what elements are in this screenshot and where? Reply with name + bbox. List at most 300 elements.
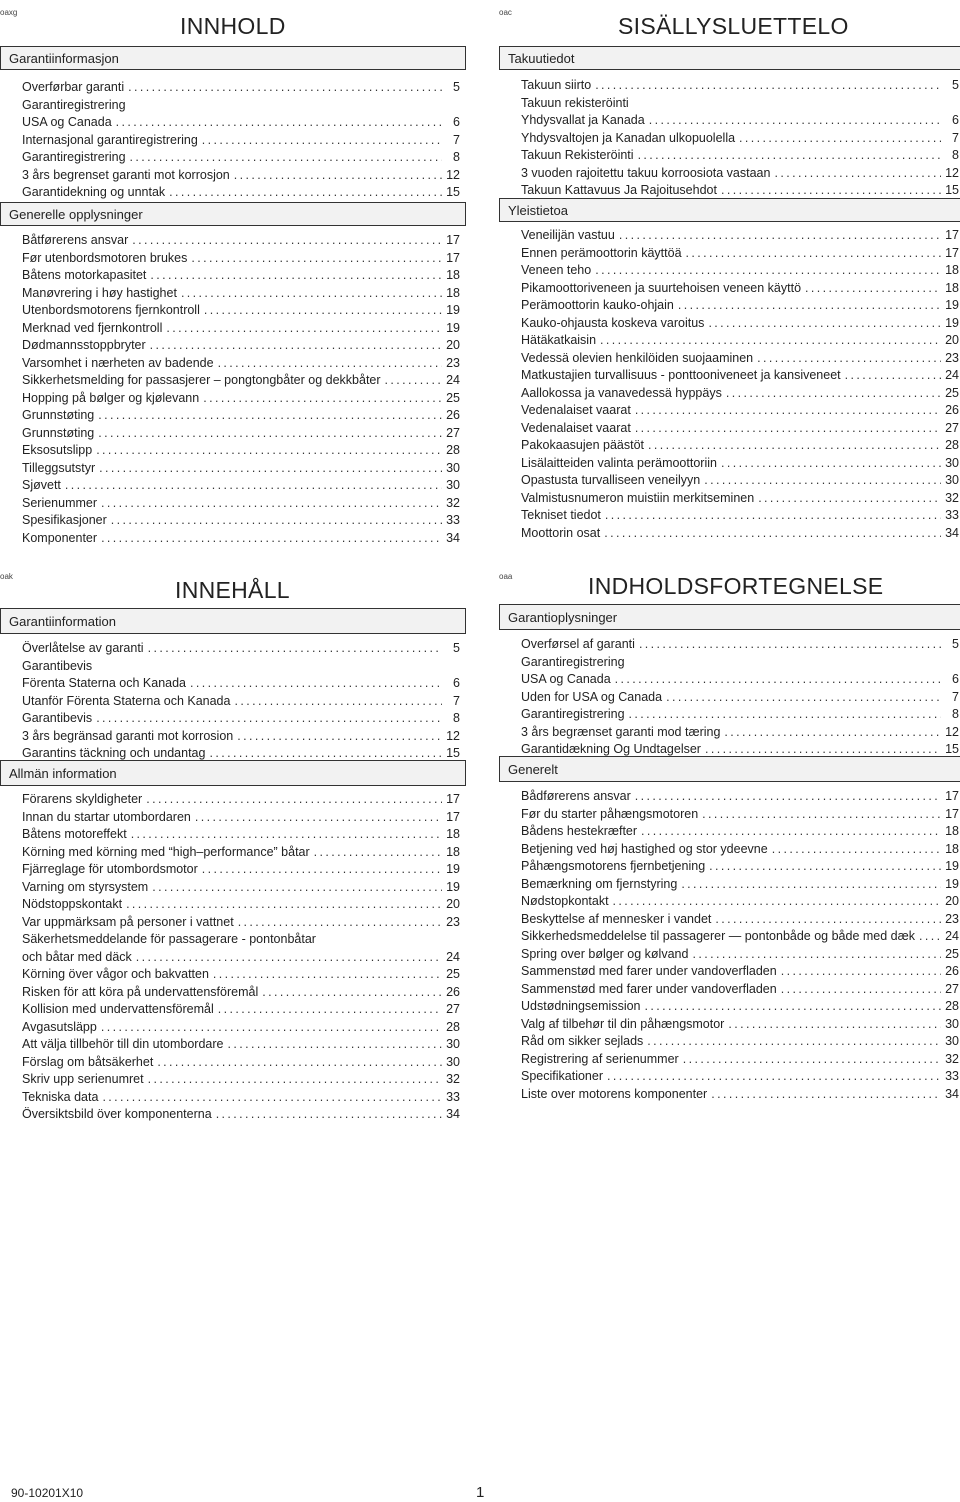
toc-entry [521,367,959,385]
toc-entry-label: Lisälaitteiden valinta perämoottoriin [521,455,717,470]
toc-entry-page: 32 [446,495,460,510]
toc-entry-label: 3 års begrenset garanti mot korrosjon [22,167,230,182]
toc-entry [22,1001,460,1019]
section-header-general: Generelt [499,756,960,782]
dot-leader [715,911,941,929]
toc-entry [521,876,959,894]
toc-entry-page: 19 [945,315,959,330]
dot-leader [757,350,941,368]
dot-leader [702,806,941,824]
toc-entry [521,689,959,707]
dot-leader [638,147,941,165]
dot-leader [692,946,941,964]
dot-leader [96,442,442,460]
toc-title: INNHOLD [180,13,286,39]
dot-leader [98,407,442,425]
toc-entry [22,791,460,809]
toc-entry-label: Yhdysvaltojen ja Kanadan ulkopuolella [521,130,736,145]
toc-entry-label: Översiktsbild över komponenterna [22,1107,212,1121]
toc-entry-page: 5 [453,80,460,94]
toc-entry-page: 23 [945,911,959,926]
toc-entry [521,227,959,245]
toc-entry-page: 30 [945,1016,959,1031]
toc-entry-label: Takuun Kattavuus Ja Rajoitusehdot [521,183,717,197]
toc-entry-page: 25 [945,385,959,400]
toc-entry-page: 33 [945,508,959,522]
toc-entry-page: 20 [446,897,460,911]
toc-entry-label: Vedessä olevien henkilöiden suojaaminen [521,350,754,365]
toc-entry-page: 30 [446,478,460,492]
document-code: 90-10201X10 [11,1486,84,1500]
toc-entry-page: 12 [945,165,959,180]
toc-entry-label: 3 års begränsad garanti mot korrosion [22,728,234,743]
toc-entry-page: 25 [945,946,959,961]
toc-entry [22,114,460,132]
dot-leader [166,320,442,338]
dot-leader [726,385,941,403]
toc-entry-label: Betjening ved høj hastighed og stor ydeevne [521,841,768,856]
dot-leader [150,267,442,285]
toc-entry-page: 19 [446,303,460,317]
toc-swedish [0,568,470,1448]
dot-leader [648,437,941,455]
toc-entry-label: Tilleggsutstyr [22,460,96,475]
toc-entry-page: 17 [446,809,460,824]
toc-entry-label: Förslag om båtsäkerhet [22,1054,154,1069]
dot-leader [238,914,442,932]
dot-leader [98,425,442,443]
warranty-entries [521,636,959,759]
dot-leader [708,315,941,333]
toc-entry-label: Matkustajien turvallisuus - ponttooniveneet ja kansiveneet [521,368,841,382]
section-header-warranty: Garantiinformasjon [0,46,466,70]
dot-leader [721,182,941,200]
toc-entry [521,525,959,543]
toc-entry [521,946,959,964]
toc-entry-page: 25 [446,967,460,981]
toc-entry-page: 23 [945,350,959,365]
general-entries [521,788,959,1103]
toc-entry-label: Garantiregistrering [521,654,625,669]
toc-entry [22,79,460,97]
toc-entry [22,390,460,408]
toc-entry [22,1019,460,1037]
dot-leader [148,1071,442,1089]
toc-entry-label: Takuun Rekisteröinti [521,148,634,162]
toc-entry-label: Garantiregistrering [22,150,126,164]
toc-entry-label: Overførsel af garanti [521,637,635,651]
dot-leader [126,896,442,914]
toc-entry [521,472,959,490]
dot-leader [152,879,442,897]
toc-entry [521,998,959,1016]
dot-leader [758,490,941,508]
toc-entry-page: 30 [446,460,460,475]
toc-entry-page: 30 [945,473,959,487]
toc-entry-label: Garantiregistrering [22,97,126,112]
dot-leader [216,1106,442,1124]
dot-leader [595,262,941,280]
toc-entry-label: Spring over bølger og kølvand [521,946,689,961]
general-entries [521,227,959,542]
toc-entry [22,931,460,949]
toc-entry-page: 6 [952,113,959,127]
toc-entry [521,1016,959,1034]
toc-entry-label: Utanför Förenta Staterna och Kanada [22,693,231,708]
toc-entry-label: Bådens hestekræfter [521,824,638,838]
toc-entry [22,512,460,530]
toc-entry-page: 18 [945,263,959,277]
dot-leader [157,1054,442,1072]
section-header-warranty: Garantiinformation [0,608,466,634]
toc-entry [521,1051,959,1069]
toc-entry-label: Bådførerens ansvar [521,789,631,803]
toc-entry-label: Veneilijän vastuu [521,228,615,242]
toc-entry-page: 7 [952,130,959,145]
toc-entry-page: 17 [945,245,959,260]
toc-entry-label: Att välja tillbehör till din utombordare [22,1037,224,1051]
dot-leader [101,530,442,548]
toc-entry-label: Förenta Staterna och Kanada [22,676,187,690]
dot-leader [604,525,941,543]
toc-entry [521,245,959,263]
toc-entry-label: Tekniska data [22,1089,99,1104]
toc-entry-page: 5 [952,78,959,92]
toc-entry [22,949,460,967]
dot-leader [615,671,941,689]
toc-entry [521,402,959,420]
toc-entry-label: Vedenalaiset vaarat [521,403,631,417]
toc-entry-page: 27 [945,981,959,996]
toc-entry [521,928,959,946]
dot-leader [128,79,442,97]
toc-entry-page: 7 [453,132,460,147]
dot-leader [683,1051,941,1069]
toc-entry-page: 12 [945,724,959,739]
toc-entry [22,966,460,984]
toc-entry-page: 19 [945,876,959,891]
toc-entry-page: 15 [446,746,460,760]
toc-entry-label: Sjøvett [22,478,61,492]
toc-entry [521,788,959,806]
toc-entry-page: 17 [945,806,959,821]
toc-entry-page: 26 [945,964,959,978]
toc-entry [521,858,959,876]
general-entries [22,232,460,547]
toc-entry [521,963,959,981]
section-header-general: Generelle opplysninger [0,202,466,226]
toc-entry-page: 8 [952,148,959,162]
toc-entry-page: 24 [945,929,959,943]
toc-entry-page: 18 [945,280,959,295]
dot-leader [204,302,442,320]
toc-entry-label: Båtens motorkapasitet [22,268,147,282]
toc-entry-label: Aallokossa ja vanavedessä hyppäys [521,385,722,400]
toc-entry-label: Varsomhet i nærheten av badende [22,355,214,370]
toc-finnish [499,0,960,560]
dot-leader [213,966,442,984]
toc-entry-page: 34 [446,1107,460,1121]
toc-entry [521,130,959,148]
toc-entry-page: 26 [446,408,460,422]
toc-entry-label: Garantibevis [22,711,93,725]
toc-entry-label: Liste over motorens komponenter [521,1086,708,1101]
toc-entry [521,420,959,438]
language-code-tag: oak [0,572,13,581]
toc-entry [22,372,460,390]
toc-entry [521,385,959,403]
toc-entry-label: Bemærkning om fjernstyring [521,876,678,891]
dot-leader [148,640,442,658]
toc-title: INNEHÅLL [175,577,290,603]
toc-entry [22,844,460,862]
dot-leader [721,455,941,473]
dot-leader [781,981,941,999]
dot-leader [150,337,442,355]
dot-leader [605,507,941,525]
toc-entry-label: Överlåtelse av garanti [22,641,144,655]
dot-leader [595,77,941,95]
toc-entry-label: Kollision med undervattensföremål [22,1002,214,1016]
toc-entry-page: 18 [446,844,460,859]
toc-entry-page: 33 [446,1089,460,1104]
toc-entry [521,315,959,333]
toc-entry [521,1068,959,1086]
toc-entry-page: 8 [952,707,959,721]
toc-entry [22,442,460,460]
dot-leader [146,791,442,809]
toc-entry-page: 19 [446,879,460,894]
toc-entry-page: 15 [945,742,959,756]
toc-entry [22,355,460,373]
toc-entry-label: Båtens motoreffekt [22,827,127,841]
general-entries [22,791,460,1124]
toc-entry-page: 17 [446,792,460,806]
toc-entry [521,297,959,315]
dot-leader [190,675,442,693]
toc-entry-label: Pikamoottoriveneen ja suurtehoisen veneen käyttö [521,280,802,295]
dot-leader [99,460,442,478]
toc-entry [521,911,959,929]
toc-entry [521,507,959,525]
toc-entry [22,826,460,844]
toc-entry-page: 34 [446,530,460,545]
toc-entry-page: 18 [446,285,460,300]
dot-leader [202,132,442,150]
toc-entry-label: Garantins täckning och undantag [22,746,206,760]
toc-entry-label: Serienummer [22,495,98,510]
toc-title: INDHOLDSFORTEGNELSE [588,573,884,599]
dot-leader [709,858,941,876]
toc-entry [521,841,959,859]
toc-entry-page: 33 [446,513,460,527]
dot-leader [647,1033,941,1051]
toc-entry-label: Garantidækning Og Undtagelser [521,742,701,756]
toc-entry-label: Dødmannsstoppbryter [22,338,146,352]
toc-entry-page: 26 [446,984,460,999]
toc-entry-page: 17 [446,233,460,247]
dot-leader [314,844,442,862]
dot-leader [724,724,941,742]
toc-entry-label: Fjärreglage för utombordsmotor [22,862,198,876]
toc-entry-label: Säkerhetsmeddelande för passagerare - pontonbåtar [22,932,316,946]
toc-entry-page: 23 [446,355,460,370]
toc-entry [22,232,460,250]
dot-leader [678,297,941,315]
toc-entry-label: Hätäkatkaisin [521,333,597,347]
toc-entry-label: Utenbordsmotorens fjernkontroll [22,303,200,317]
toc-entry [22,861,460,879]
toc-entry-page: 7 [952,689,959,704]
dot-leader [774,165,941,183]
dot-leader [728,1016,941,1034]
toc-entry [22,149,460,167]
toc-norwegian [0,0,470,560]
toc-entry [22,132,460,150]
toc-entry-label: Körning med körning med “high–performance” båtar [22,844,310,859]
toc-entry [22,250,460,268]
toc-entry [22,710,460,728]
toc-entry-page: 20 [446,338,460,352]
toc-entry [22,407,460,425]
toc-entry-label: Sammenstød med farer under vandoverfladen [521,964,777,978]
dot-leader [116,114,442,132]
toc-entry-label: Innan du startar utombordaren [22,809,191,824]
toc-entry-label: Varning om styrsystem [22,879,149,894]
toc-entry [22,425,460,443]
toc-entry-label: 3 års begrænset garanti mod tæring [521,724,721,739]
dot-leader [234,693,442,711]
toc-entry [521,823,959,841]
toc-entry-page: 34 [945,525,959,540]
toc-entry-page: 34 [945,1086,959,1101]
toc-entry-page: 33 [945,1069,959,1083]
dot-leader [772,841,941,859]
toc-entry [521,437,959,455]
toc-entry [22,809,460,827]
toc-entry [22,675,460,693]
dot-leader [181,285,442,303]
toc-entry-label: Nödstoppskontakt [22,897,123,911]
toc-entry [521,490,959,508]
dot-leader [385,372,442,390]
toc-entry-label: Sammenstød med farer under vandoverfladen [521,981,777,996]
toc-entry-label: Pakokaasujen päästöt [521,438,645,452]
toc-entry-label: Registrering af serienummer [521,1051,679,1066]
toc-entry-label: USA og Canada [521,672,611,686]
dot-leader [228,1036,443,1054]
toc-entry-label: Valg af tilbehør til din påhængsmotor [521,1016,725,1031]
toc-entry-page: 18 [945,841,959,856]
toc-entry-page: 8 [453,711,460,725]
toc-entry-label: Før du starter påhængsmotoren [521,806,699,821]
toc-entry-page: 19 [446,862,460,876]
dot-leader [111,512,442,530]
toc-entry [22,477,460,495]
toc-entry [22,460,460,478]
toc-entry-label: Før utenbordsmotoren brukes [22,250,188,265]
toc-entry [22,167,460,185]
toc-entry-label: Risken för att köra på undervattensföremål [22,984,259,999]
toc-entry [22,640,460,658]
dot-leader [629,706,941,724]
dot-leader [739,130,941,148]
toc-title: SISÄLLYSLUETTELO [618,13,849,39]
toc-entry [22,914,460,932]
toc-entry-label: Garantibevis [22,658,93,673]
toc-entry [521,262,959,280]
toc-entry-label: Avgasutsläpp [22,1019,97,1034]
warranty-entries [22,79,460,202]
toc-entry-page: 12 [446,167,460,182]
toc-entry-page: 18 [446,268,460,282]
toc-entry [521,77,959,95]
section-header-warranty: Takuutiedot [499,46,960,70]
toc-entry-page: 17 [945,228,959,242]
toc-danish [499,568,960,1448]
toc-entry [521,706,959,724]
toc-entry-label: Merknad ved fjernkontroll [22,320,163,335]
toc-entry-page: 7 [453,693,460,708]
toc-entry [521,654,959,672]
toc-entry-label: Ennen perämoottorin käyttöä [521,245,682,260]
toc-entry-page: 17 [945,789,959,803]
dot-leader [645,998,942,1016]
toc-entry-label: Yhdysvallat ja Kanada [521,113,645,127]
dot-leader [218,355,442,373]
language-code-tag: oaxg [0,8,18,17]
dot-leader [600,332,941,350]
dot-leader [686,245,941,263]
dot-leader [681,876,941,894]
dot-leader [169,184,442,202]
toc-entry-label: Veneen teho [521,263,592,277]
dot-leader [96,710,442,728]
dot-leader [845,367,941,385]
dot-leader [203,390,442,408]
toc-entry-page: 28 [446,443,460,457]
toc-entry [521,332,959,350]
toc-entry-page: 30 [945,455,959,470]
toc-entry-page: 6 [453,115,460,129]
dot-leader [666,689,941,707]
toc-entry-label: Garantidekning og unntak [22,185,166,199]
toc-entry-label: Uden for USA og Canada [521,689,663,704]
toc-entry-page: 15 [945,183,959,197]
toc-entry-page: 19 [446,320,460,335]
toc-entry [521,636,959,654]
toc-entry [22,302,460,320]
toc-entry-label: Beskyttelse af mennesker i vandet [521,911,712,926]
toc-entry-page: 25 [446,390,460,405]
dot-leader [919,928,941,946]
toc-entry [521,981,959,999]
toc-entry-label: Tekniset tiedot [521,508,601,522]
toc-entry-page: 18 [446,827,460,841]
toc-entry [22,879,460,897]
toc-entry-label: Var uppmärksam på personer i vattnet [22,914,234,929]
dot-leader [191,250,442,268]
dot-leader [218,1001,442,1019]
toc-entry [22,97,460,115]
toc-entry-label: Manøvrering i høy hastighet [22,285,177,300]
toc-entry-label: Perämoottorin kauko-ohjain [521,298,674,312]
toc-entry-label: Specifikationer [521,1069,603,1083]
toc-entry-label: Moottorin osat [521,525,601,540]
toc-entry-page: 28 [446,1019,460,1034]
toc-entry [22,495,460,513]
toc-entry-page: 23 [446,914,460,929]
